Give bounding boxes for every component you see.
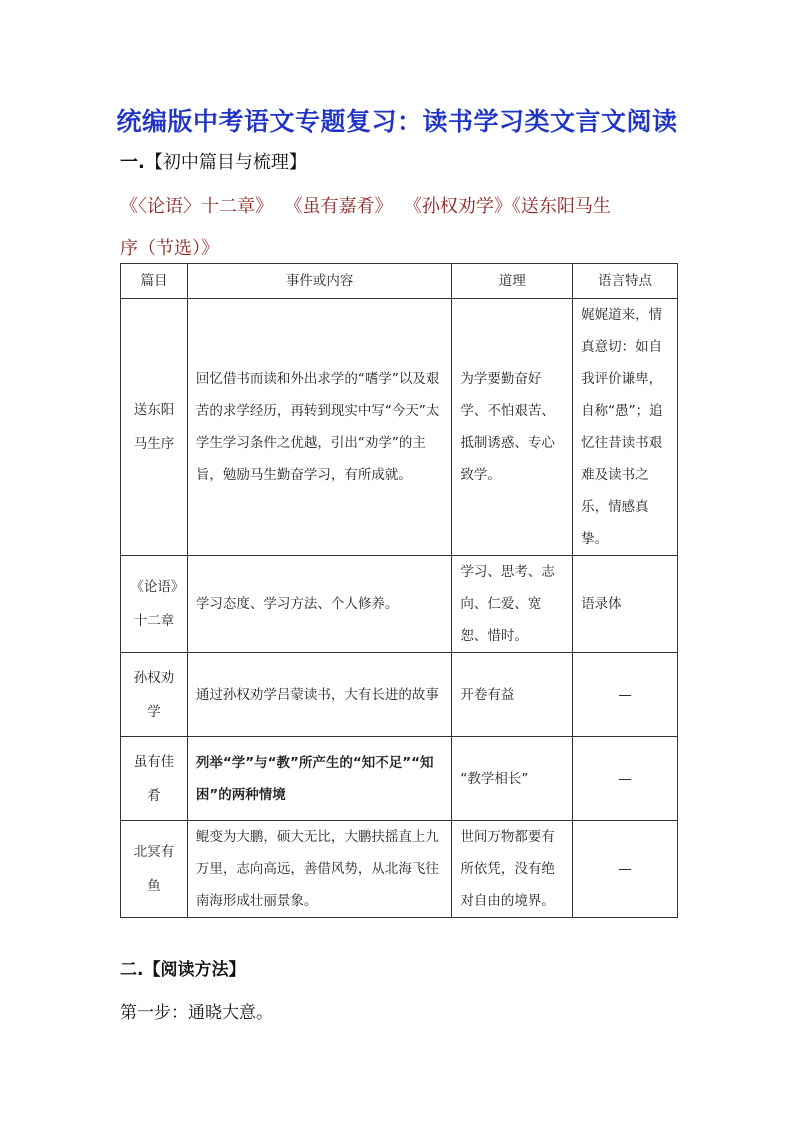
header-reason: 道理 <box>452 264 573 299</box>
header-language: 语言特点 <box>573 264 678 299</box>
cell-content: 列举“学”与“教”所产生的“知不足”“知困”的两种情境 <box>187 737 451 821</box>
cell-content: 鲲变为大鹏，硕大无比，大鹏扶摇直上九万里，志向高远，善借风势，从北海飞往南海形成壮丽景象。 <box>187 821 451 918</box>
table-row <box>121 299 678 556</box>
works-line-1: 《〈论语〉十二章》 《虽有嘉肴》 《孙权劝学》《送东阳马生 <box>120 196 611 217</box>
cell-title: 《论语》十二章 <box>121 556 188 653</box>
cell-title: 虽有佳肴 <box>121 737 188 821</box>
cell-language: — <box>573 653 678 737</box>
cell-reason: 开卷有益 <box>452 653 573 737</box>
cell-content: 回忆借书而读和外出求学的“嗜学”以及艰苦的求学经历，再转到现实中写“今天”太学生学习条件之优越，引出“劝学”的主旨，勉励马生勤奋学习，有所成就。 <box>187 299 451 556</box>
section-1-label: 【初中篇目与梳理】 <box>144 152 307 173</box>
table-row <box>121 821 678 918</box>
cell-title: 孙权劝学 <box>121 653 188 737</box>
page-title: 统编版中考语文专题复习：读书学习类文言文阅读 <box>116 107 678 136</box>
cell-reason: 为学要勤奋好学、不怕艰苦、抵制诱惑、专心致学。 <box>452 299 573 556</box>
works-line-2: 序（节选）》 <box>120 238 219 259</box>
cell-title: 送东阳马生序 <box>121 299 188 556</box>
cell-language: — <box>573 737 678 821</box>
table-header-row <box>121 264 678 299</box>
section-2-heading <box>120 955 245 980</box>
cell-content: 学习态度、学习方法、个人修养。 <box>187 556 451 653</box>
cell-reason: 世间万物都要有所依凭，没有绝对自由的境界。 <box>452 821 573 918</box>
header-title: 篇目 <box>121 264 188 299</box>
section-2-number: 二. <box>120 960 144 980</box>
section-1-number: 一. <box>120 152 145 173</box>
works-list <box>120 186 680 270</box>
section-1-heading <box>120 148 307 174</box>
header-content: 事件或内容 <box>187 264 451 299</box>
cell-language: 娓娓道来，情真意切：如自我评价谦卑，自称“愚”；追忆往昔读书艰难及读书之乐，情感真挚。 <box>573 299 678 556</box>
section-2-label: 【阅读方法】 <box>143 960 246 980</box>
table-row <box>121 653 678 737</box>
cell-title: 北冥有鱼 <box>121 821 188 918</box>
table-row <box>121 556 678 653</box>
cell-content: 通过孙权劝学吕蒙读书，大有长进的故事 <box>187 653 451 737</box>
cell-language: — <box>573 821 678 918</box>
summary-table <box>120 263 678 918</box>
cell-language: 语录体 <box>573 556 678 653</box>
cell-reason: 学习、思考、志向、仁爱、宽恕、惜时。 <box>452 556 573 653</box>
cell-reason: “教学相长” <box>452 737 573 821</box>
table-row <box>121 737 678 821</box>
step-1-text: 第一步：通晓大意。 <box>120 1003 273 1023</box>
